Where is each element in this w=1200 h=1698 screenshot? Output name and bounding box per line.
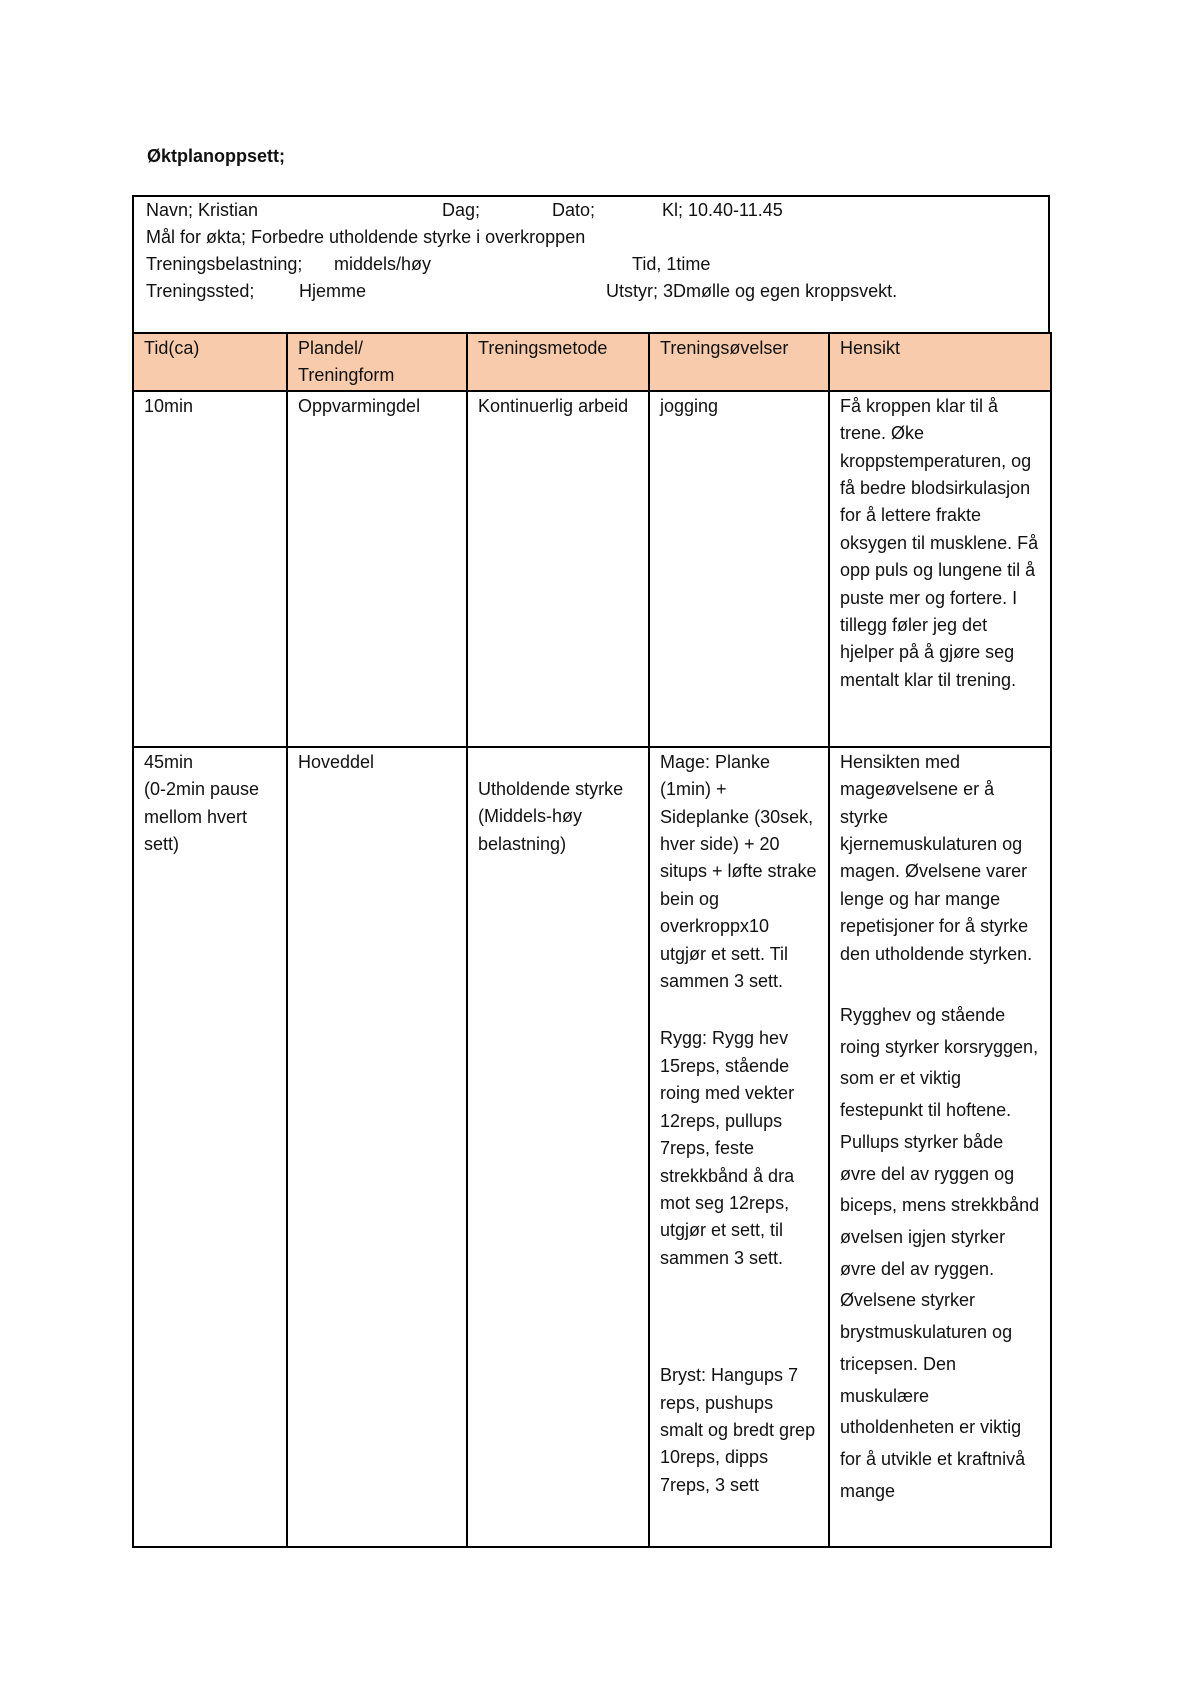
cell-hensikt [829, 747, 1051, 1547]
cell-ovelser: jogging [649, 391, 829, 747]
table-header-row [133, 333, 1051, 391]
session-info-box [132, 195, 1050, 332]
belastning-value: middels/høy [334, 254, 432, 274]
kl-field: Kl; 10.40-11.45 [662, 200, 783, 220]
maal-field: Mål for økta; Forbedre utholdende styrke i overkroppen [146, 227, 586, 247]
cell-tid [133, 747, 287, 1547]
cell-tid: 10min [133, 391, 287, 747]
cell-plandel: Hoveddel [287, 747, 467, 1547]
ovelser-rygg: Rygg: Rygg hev 15reps, stående roing med vekter 12reps, pullups 7reps, feste strekkbånd å dra mot seg 12reps, utgjør et sett, til sammen 3 sett. [660, 1028, 795, 1268]
tid-field: Tid, 1time [632, 254, 711, 274]
metode-text: Utholdende styrke (Middels-høy belastning) [478, 778, 624, 854]
hensikt-rygg-bryst: Rygghev og stående roing styrker korsryggen, som er et viktig festepunkt til hoftene. Pullups styrker både øvre del av ryggen og biceps, mens strekkbånd øvelsen igjen styrker øvre del av ryggen. Øvelsene styrker brystmuskulaturen og tricepsen. Den muskulære utholdenheten er viktig for å utvikle et kraftnivå mange [840, 1005, 1040, 1501]
cell-ovelser [649, 747, 829, 1547]
belastning-label: Treningsbelastning; [146, 254, 303, 274]
dato-field: Dato; [552, 200, 596, 220]
cell-metode: Kontinuerlig arbeid [467, 391, 649, 747]
document-title: Øktplanoppsett; [147, 146, 285, 166]
cell-metode [467, 747, 649, 1547]
column-header-metode: Treningsmetode [467, 333, 649, 391]
table-row [133, 391, 1051, 747]
dag-field: Dag; [442, 200, 481, 220]
table-row [133, 747, 1051, 1547]
utstyr-field: Utstyr; 3Dmølle og egen kroppsvekt. [606, 281, 898, 301]
session-plan-table [132, 332, 1052, 1548]
column-header-plandel: Plandel/ Treningform [287, 333, 467, 391]
cell-hensikt: Få kroppen klar til å trene. Øke kroppstemperaturen, og få bedre blodsirkulasjon for å lettere frakte oksygen til musklene. Få opp puls og lungene til å puste mer og fortere. I tillegg føler jeg det hjelper på å gjøre seg mentalt klar til trening. [829, 391, 1051, 747]
column-header-tid: Tid(ca) [133, 333, 287, 391]
sted-label: Treningssted; [146, 281, 255, 301]
navn-field: Navn; Kristian [146, 200, 259, 220]
ovelser-mage: Mage: Planke (1min) + Sideplanke (30sek, hver side) + 20 situps + løfte strake bein og overkroppx10 utgjør et sett. Til sammen 3 sett. [660, 751, 817, 992]
hensikt-mage: Hensikten med mageøvelsene er å styrke kjernemuskulaturen og magen. Øvelsene varer lenge og har mange repetisjoner for å styrke den utholdende styrken. [840, 751, 1033, 964]
column-header-ovelser: Treningsøvelser [649, 333, 829, 391]
tid-value: 45min [144, 751, 194, 772]
tid-note: (0-2min pause mellom hvert sett) [144, 779, 260, 855]
column-header-hensikt: Hensikt [829, 333, 1051, 391]
cell-plandel: Oppvarmingdel [287, 391, 467, 747]
sted-value: Hjemme [299, 281, 367, 301]
ovelser-bryst: Bryst: Hangups 7 reps, pushups smalt og bredt grep 10reps, dipps 7reps, 3 sett [660, 1365, 816, 1495]
